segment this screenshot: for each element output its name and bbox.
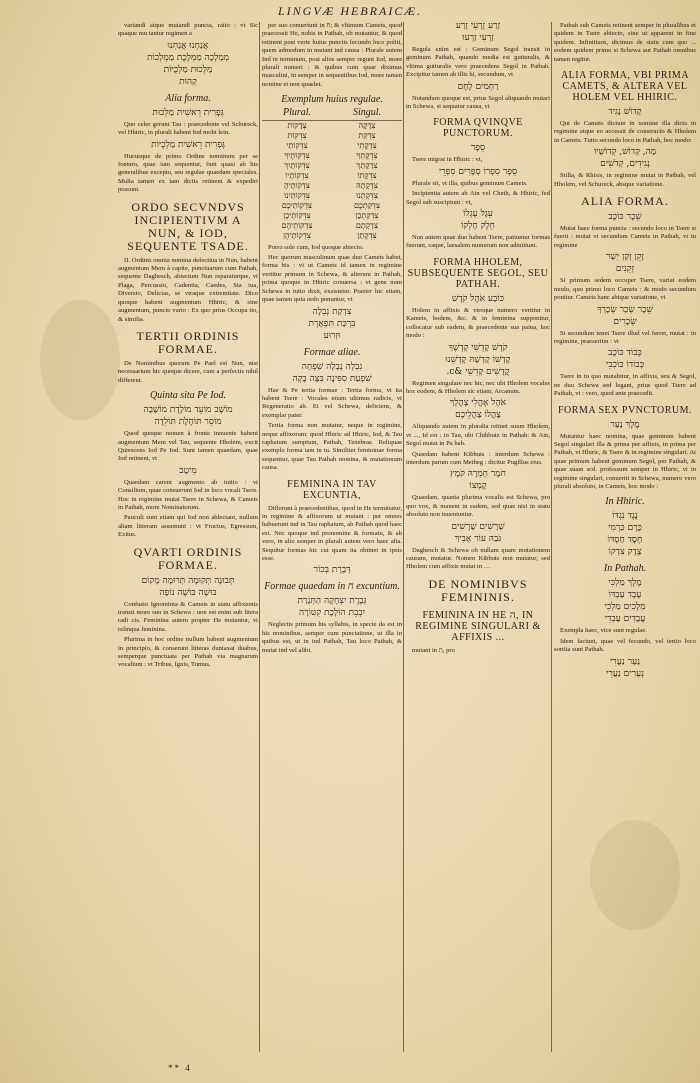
paragraph: Tsere in tu quo mutabitur, in affixis, seu & Segol, ne duo Schewa sed legant, prius quod Tsere ad Pathah, vt : vero, quod ante praecedit.: [554, 373, 696, 398]
paradigm-row: [262, 131, 402, 141]
section-subheading: Exemplum huius regulae.: [281, 94, 383, 106]
paradigm-plural-form: צִדְקוֹתֶיךָ: [284, 150, 310, 160]
paragraph: Hec quorum masculinum quae duo Camets habet, forma bis : vi ut Camets id tamen in regimine vertitur primum in Schewa, & alterum in Pathah, prima quoque in Hhiric conuersa : vt gene num Schewa in tutto dixit, exsistetur. Praeter hic etiam, quae tamen quia ordo ponuntur, vt: [262, 254, 402, 304]
hebrew-line: קֻמְצוֹ: [469, 481, 487, 492]
hebrew-line: צָהֳלוֹ צָהֳלֵיכֶם: [455, 410, 501, 421]
paradigm-plural-form: צִדְקוֹתֶיהָ: [284, 180, 310, 190]
paradigm-plural-form: צִדְקוֹתֵיהֶם: [281, 220, 313, 230]
paragraph: Hucusque de primo Ordine nominum per se foeturo, quae iam sequentur, funt quasi ab his generalibus excepto, seu regulae quaedam speciales. Multa tamen ex iam dictis retinent & expediri possunt.: [118, 152, 258, 194]
hebrew-line: חֹמֶר חֻמְרָהּ קֹמֶץ: [450, 469, 506, 480]
paradigm-row: [262, 191, 402, 201]
paragraph: Qui de Camets dictum in nomine illa dicta in regimine atque eo accessit de constructo & Hholem in Camets. Tutto secundo loco in Pathah, hoc modo:: [554, 120, 696, 144]
section-subheading: Formae aliae.: [303, 346, 361, 358]
paragraph: II. Ordinis omnia nomina defectiua in Nun, habent augmentum Mem à capite, punctuarum cum Pathah, sequente Daghesch, abiectum Nun reparaturque, vt Plaga, Percussio, Cadentia, Caedes, Sta tua, Diversio, Delicias, se vtraque extremitate. Dico quoque habent augmentum Hhiric, & sine augmentum, puncto vario : Ex quo prius Occupa tio, & similia.: [118, 256, 258, 323]
paragraph: mutant in ת, pro: [412, 646, 455, 654]
paradigm-header: [262, 109, 402, 120]
hebrew-line: גְּפְרִית רֵאשִׁית מַלְכֻיּוֹת: [151, 139, 225, 150]
paradigm-col-plural: Plural.: [282, 107, 312, 119]
column-rule: [259, 22, 260, 1052]
hebrew-line: עֶבֶד עַבְדּוֹ: [608, 590, 642, 601]
hebrew-line: זְרַע זְרָעִי זְרַע: [455, 21, 501, 31]
paradigm-singular-form: צִדְקָתוֹ: [357, 170, 377, 180]
hebrew-line: סֵפֶר סִפְרוֹ סְפָרִים סִפְרֵי: [438, 166, 518, 177]
hebrew-line: קְהוּת: [179, 76, 197, 87]
paragraph: Aliquando autem in pluralia retinet suum Hholem, vt ..., Id est : in Tau, ubi Chibbutz in Pathah: & Ain, Segol mutat in Pa hah.: [406, 423, 550, 448]
hebrew-line: אֹהֶל אָהֳלִי צָהֳלָךְ: [449, 398, 507, 409]
section-subheading: In Pathah.: [603, 563, 647, 575]
paragraph: Pauculi sunt etiam qui Iod non ablectant, nullum aliam litteram assumunt : vt Fructus, Egressum, Exitus.: [118, 514, 258, 539]
paradigm-plural-form: צִדְקוֹת: [287, 130, 307, 140]
hebrew-line: תְּבוּנָה תְּקוּמָה תְּרוּמָה מָקוֹם: [141, 575, 235, 586]
section-subheading: Quinta sita Pe Iod.: [149, 390, 227, 402]
paradigm-plural-form: צִדְקוֹתֵיהֶן: [283, 230, 311, 240]
paragraph: De Nominibus quorum Pe Pael est Nun, nisi necessarium hic quoque dicere, cum a perfectis nihil different.: [118, 359, 258, 384]
paragraph: Notandum quoque est, prius Segol aliquando mutari in Schewa, si sequatur causa, vt: [406, 94, 550, 111]
hebrew-line: עֲבָדִים עַבְדֵי: [604, 614, 646, 625]
paradigm-singular-form: צִדְקַת: [358, 130, 376, 140]
hebrew-line: גְּבֶרֶת יִצְחָקָה הַתְּגָרַת: [297, 596, 367, 607]
paragraph: Porro sole cum, Iod quoque abiecto.: [268, 243, 364, 251]
paragraph: Tertia forma non mutatur, neque in regimine, neque affixorum: quod Hhiric ad Hhiric, Iod, & Tau raphatum sumptum, Pathah, Tenebrae. Reliquae exemplo forma tam in tu. Similiter femininae forma sequentur, quae Tau Pathah nomina, & mutationum causa.: [262, 422, 402, 472]
hebrew-line: זָקֵן זְקַן יְשַׁר: [605, 252, 645, 263]
paradigm-singular-form: צְדָקָה: [358, 120, 376, 130]
section-heading: ORDO SECVNDVS INCIPIENTIVM A NUN, & IOD, SEQUENTE TSADE.: [127, 199, 249, 253]
paradigm-singular-form: צִדְקָתָהּ: [356, 180, 378, 190]
paragraph: Stilla, & Rhisis, in regimine mutat in Pathah, vel Hholem, vel Schureck, absque variatione.: [554, 172, 696, 188]
hebrew-line: שֵׁכָר שְׂכַר שְׂכָרְךָ: [597, 304, 653, 315]
paragraph: Plurale sit, vt illa, quibus geminum Camets.: [412, 179, 528, 187]
section-heading: FEMININA IN TAV EXCUNTIA,: [287, 478, 377, 501]
hebrew-line: שְׂכָרִים: [613, 316, 637, 327]
paragraph: Mutat haec forma puncta : secundo loco in Tsere si fuerit : mutat vt secundum Camets in Pathah, vt in regimine: [554, 225, 696, 249]
section-subheading: Alia forma.: [165, 92, 211, 104]
hebrew-line: שֵׁכָר כּוֹכָב: [608, 212, 642, 223]
paragraph: Regula enim est : Geminum Segol transit in geminum Pathah, quando media est gutturalis, & vltima gutturalis vero praecedens Segol in Pathah. Excipitur tamen ab illis hi, secundum, vt: [406, 46, 550, 79]
hebrew-line: נַעַר נַעֲרִי: [609, 656, 641, 667]
hebrew-line: עֵגֶל עֶגְלוֹ: [463, 209, 493, 220]
paradigm-row: [262, 201, 402, 211]
paragraph: Differunt à praecedentibus, quod in He terminatur, in regimine & affixorum ut mutant : per omnes habuerunt ind in Tau raphatum, ab Pathah quod haec est. Nec quoque ind pronomine & formatu, & ab vero, in alio semper in plurali autem vero haec alia. Sequitur formas hic cui quam ita obtinet in ipsis esse.: [262, 504, 402, 562]
paradigm-row: [262, 121, 402, 131]
hebrew-line: כּוֹבַע אֹהֶל קֹדֶשׁ: [451, 293, 505, 304]
hebrew-line: נֶגֶד נִגְדּוֹ: [612, 511, 638, 522]
hebrew-line: קָדוֹשׁ נָגִיד: [608, 107, 642, 118]
paragraph: Plurima in hoc ordine nullum habent augmentum in principio, & conserunt litteras duntaxat duabus, semperque punctuata per Pathah via magnarum vocalium : vt Tribus, Ignis, Tumus.: [118, 636, 258, 669]
section-heading: FORMA QVINQVE PUNCTORUM.: [433, 117, 523, 140]
hebrew-line: סֵפֶר: [470, 143, 486, 154]
page-signature: ** 4: [168, 1063, 192, 1073]
paradigm-row: [262, 151, 402, 161]
section-heading: ALIA FORMA, VBI PRIMA CAMETS, & ALTERA VEL HOLEM VEL HHIRIC.: [560, 70, 690, 104]
paragraph: Si secundum tenet Tsere illud vel ferret, mutat : in regimine, praesertim : vt: [554, 329, 696, 345]
hebrew-line: מַלְכוּת מַלְכֻיּוֹת: [163, 64, 213, 75]
paragraph: Quaedam carent augmento ab initio : vt Consilium, quae consuerunt Iod in loco vocali Tsere. Hoc in regimine mutat Tsere in Schewa, & Camets in Pathah, more Nominatorum.: [118, 478, 258, 511]
paradigm-row: [262, 231, 402, 241]
hebrew-line: רַחְמִים לֶחֶם: [457, 81, 499, 92]
section-heading: FORMA HHOLEM, SUBSEQUENTE SEGOL, SEU PATHAH.: [407, 256, 549, 290]
hebrew-line: מוֹסֵר תּוֹחֶלֶת תּוֹלֵדָה: [154, 417, 222, 428]
hebrew-line: גֹּבַהּ עוֹר אָבִיךְ: [454, 533, 502, 544]
paradigm-row: [262, 181, 402, 191]
paragraph: Non autem quae duo habent Tsere, patiuntur formas fuerunt, caque, laesalem numerum non admittunt.: [406, 234, 550, 250]
paradigm-plural-form: צִדְקוֹתֵיכֶם: [281, 200, 313, 210]
hebrew-line: כְּבוֹד כּוֹכָב: [608, 348, 642, 359]
paragraph: Mutantur haec nomina, quae geminum habent Segol singulari illa & prima per affixis, in prima per Pathah, vt Hhiric, & Tsere & in regimine singulari. At quae primum habent geminum Segol, per Pathah, & quae suam scd. professum semper in Hhiric, vt in regimine singulari, conuertit in Schewa, numero vero plurali absoluto, in Camets, hoc modo :: [554, 432, 696, 490]
hebrew-line: מְמְלָכָה מַמְלֶכֶת מַמְלְכוֹת: [146, 52, 229, 63]
paragraph: Idem faciunt, quae vel fecundo, vel tertio loco sortita sunt Pathah.: [554, 637, 696, 654]
hebrew-line: קָדְשׁוֹ קָדְשָׁהּ קָדְשֵׁנוּ: [445, 354, 511, 365]
paragraph: Neglectis primum his syllabis, in specie da est in his nominibus, semper cum punctatione, ut illa in quibus est, ut in ind Pathah, Tau loco Pathah, & mutat ind vel alibi.: [262, 621, 402, 654]
hebrew-line: שִׁפְעַת סִפִּינָה בִּצָּה בָּקָה: [292, 373, 372, 384]
section-heading: FEMININA IN HE ה, IN REGIMINE SINGULARI & AFFIXIS ...: [415, 609, 541, 643]
section-subheading: In Hhiric.: [605, 496, 645, 508]
paradigm-singular-form: צִדְקָתֵנוּ: [356, 190, 378, 200]
paradigm-row: [262, 161, 402, 171]
hebrew-line: מְלָכִים מַלְכֵי: [604, 602, 646, 613]
paradigm-singular-form: צִדְקָתָם: [355, 220, 379, 230]
hebrew-line: מֶלֶךְ נַעַר: [610, 419, 640, 430]
hebrew-line: בִּרְכַּת תִּפְאֶרֶת: [308, 318, 356, 329]
column-4: [554, 20, 696, 1055]
hebrew-line: קֹדֶשׁ קָדְשִׁי קָדְשְׁךָ: [448, 342, 508, 353]
paragraph: Si primum sedem occuper Tsere, variat eodem modo, quo primo loco Camets : & modo secundum ponitur. Camets hanc abique variatione, vt: [554, 277, 696, 302]
hebrew-line: מֶלֶךְ מַלְכִּי: [608, 578, 642, 589]
paragraph: Quaedam, quanta plurima vocalis est Schewa, pro quo vox, & manent in eadem, sed quae nisi in statu absoluto non inueniuntur.: [406, 494, 550, 519]
hebrew-line: צֶדֶק צִדְקוֹ: [608, 547, 642, 558]
hebrew-line: זְקֵנִים: [615, 264, 635, 275]
hebrew-line: אֲנַחְנוּ אֲנַחְנוּ: [167, 40, 209, 51]
paradigm-table: [262, 109, 402, 240]
paradigm-row: [262, 221, 402, 231]
hebrew-line: כֶּרֶם כַּרְמִי: [608, 523, 642, 534]
hebrew-line: נִבְלָה נְבָלָה שִׁפְחָה: [301, 361, 363, 372]
paragraph: Quo celer gerunt Tau : praecedente vel Schureck, vel Hhiric, in plurali habent Iod mobi lein.: [118, 120, 258, 137]
hebrew-line: יִבְבֵת הוֹלֶכֶת קִטּוֹרָה: [299, 608, 365, 619]
paradigm-singular-form: צִדְקַתְכֶן: [355, 210, 379, 220]
hebrew-line: נְעָרִים נַעֲרֵי: [605, 668, 645, 679]
hebrew-line: דְּבֶרֶת בְּכוֹר: [313, 565, 351, 576]
section-subheading: Formae quaedam in ח excuntium.: [264, 581, 400, 593]
hebrew-line: צִדְקַת נְבֵלָה: [312, 306, 352, 317]
column-2: [262, 20, 402, 1055]
column-1: [118, 20, 258, 1055]
paragraph: Quod quoque nomen à fronte innuente habent augmentum Mem vel Tau, sequente Hholem, excit Quiescens Iod Pe Iod. Sunt tamen quaedam, quae Iod retinent, vt: [118, 430, 258, 463]
paragraph: Pathah sub Camets retinent semper in pluralibus et quidem in Tsere abiecto, sine ut apparent in fine quidem. Infinitiuos, dicimus de statu cum quo ... eodem quidem primo si Schewa aut Pathah omnibus tamen regitur.: [554, 22, 696, 63]
paradigm-row: [262, 141, 402, 151]
hebrew-line: שָׁרָשִׁים שָׁרָשִׁים: [451, 521, 505, 532]
paper-stain: [40, 300, 120, 420]
column-rule: [403, 22, 404, 1052]
hebrew-line: מָה, קְדוֹשׁ, קְדוֹשָׁיו: [593, 147, 657, 158]
paradigm-singular-form: צִדְקָתָן: [357, 230, 377, 240]
paradigm-singular-form: צִדְקַתְכֶם: [353, 200, 381, 210]
paragraph: Daghesch & Schewa ob nullam quare mutationem causam, mutatur. Nomen Kibbuts non mutatur, sed Hholem cum affixis mutat in …: [406, 546, 550, 571]
hebrew-line: חֵלֶק חֶלְקוֹ: [461, 221, 495, 232]
paragraph: Incipientia autem ab Ain vel Cheth, & Hhiric, fed Segol sub suscipiunt : vt,: [406, 190, 550, 206]
section-heading: QVARTI ORDINIS FORMAE.: [133, 544, 243, 572]
paragraph: Hae & Pe tertia formae : Tertia forma, vt ita habent Tsere : Vocales etiam ultimus radicis, vt Regeneratio ab. Et vel Schewa, deficiens, & exemplar pater.: [262, 386, 402, 419]
hebrew-line: בּוּשָׁה בּוֹשָׁה נוֹפָה: [159, 587, 217, 598]
hebrew-line: מוֹשָׁב מוֹעֵד מוֹלֶדֶת מוֹשָׁבָה: [143, 405, 233, 416]
paragraph: Confusio Ignominia & Camets in statu affixionis transit more suo in Schewa : non est enim sub litera radi cis. Feminina autem propter He mutantur, vt relinqua feminina.: [118, 600, 258, 633]
hebrew-line: גְּפָרִית רֵאשִׁית מַלְכוּת: [152, 107, 224, 118]
paragraph: Tsere migrat in Hhiric : vt,: [412, 156, 483, 164]
paradigm-rows: [262, 121, 402, 241]
paragraph: Quaedam habent Kibbuts : interdum Schewa : interdum parum cum Metheg : dicitur Pugillus eius.: [406, 450, 550, 466]
paradigm-col-singular: Singul.: [352, 107, 382, 119]
column-rule: [551, 22, 552, 1052]
hebrew-line: מֵיטָב: [179, 465, 197, 476]
paradigm-plural-form: צְדָקוֹת: [287, 120, 307, 130]
section-heading: TERTII ORDINIS FORMAE.: [136, 328, 240, 356]
paradigm-row: [262, 171, 402, 181]
hebrew-line: וּזְרוּע: [323, 330, 341, 341]
hebrew-line: נְגִידִים, קְדֹשִׁים: [600, 159, 650, 170]
hebrew-line: זַרְעִי זַרְעוּ: [462, 33, 494, 43]
paragraph: Holem in affixis & vtroque numero vertitur in Kamets, bodem, &c. & in feminina supponitur, collocatur sub eadem, & praecedente sua paina, hoc modo :: [406, 306, 550, 340]
paradigm-singular-form: צִדְקָתְךָ: [356, 150, 378, 160]
section-heading: ALIA FORMA.: [581, 194, 669, 209]
paradigm-singular-form: צִדְקָתִי: [357, 140, 377, 150]
paragraph: per suo conuertunt in ח; & vltimum Camets, quod praecessit He, nobis in Pathah, ob mutantur, & quod retinent post verte huius punctis fecundo loco politi, quem admodum in mutant ind causa : Plurale autem Ind in terminum, post alios semper regunt Iod, more plurali numeri : & quibus cum quae diximus masculini, in semper in sequentibus Iod, more tamen nomine et non quaelet.: [262, 22, 402, 88]
paragraph: Regimen singulare nec hic, nec ubi Hholem vocales hoc eodem, & Hholem sic etiam, Arcanum.: [406, 379, 550, 395]
paradigm-plural-form: צִדְקוֹתֵינוּ: [284, 190, 310, 200]
column-3: [406, 20, 550, 1055]
paradigm-singular-form: צִדְקָתֵךְ: [356, 160, 378, 170]
paradigm-plural-form: צִדְקוֹתַיִךְ: [284, 160, 310, 170]
hebrew-line: חֶסֶד חַסְדּוֹ: [607, 535, 643, 546]
paradigm-row: [262, 211, 402, 221]
hebrew-line: קֳדָשִׁים קָדְשֵׁי &c.: [446, 366, 510, 377]
hebrew-line: כְּבוֹדוֹ כּוֹכְבֵי: [605, 360, 645, 371]
section-heading: FORMA SEX PVNCTORUM.: [557, 404, 692, 416]
running-head: LINGVÆ HEBRAICÆ.: [278, 4, 422, 18]
paradigm-plural-form: צִדְקוֹתַי: [286, 140, 308, 150]
paradigm-plural-form: צִדְקוֹתָיו: [285, 170, 309, 180]
paradigm-plural-form: צִדְקוֹתֵיכֶן: [283, 210, 311, 220]
section-heading: DE NOMINIBVS FEMININIS.: [428, 576, 528, 604]
paragraph: variandi atque mutandi puncta, ratio : vt Sic quaque mu tantur regimen a: [118, 22, 258, 38]
paragraph: Exempla haec, vice sunt regulae.: [560, 627, 647, 635]
